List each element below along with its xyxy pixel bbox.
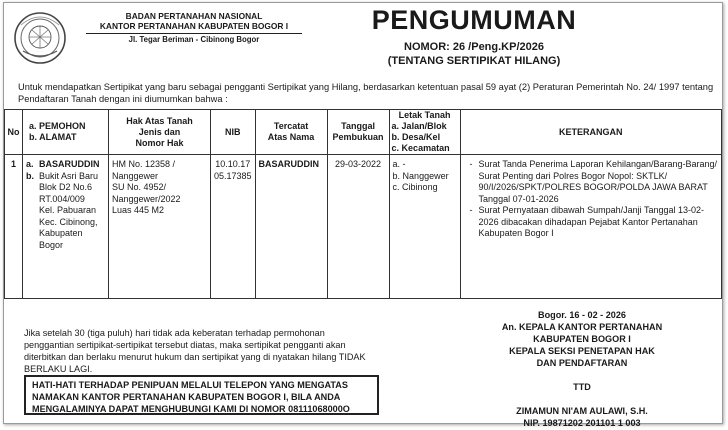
signature-ttd: TTD (573, 382, 591, 392)
letak-line: b. Nanggewer (392, 170, 449, 181)
office-address: Jl. Tegar Beriman - Cibinong Bogor (128, 35, 260, 44)
signature-title-line: DAN PENDAFTARAN (536, 358, 628, 368)
col-tanggal-2: Pembukuan (332, 132, 384, 142)
keterangan-item: - Surat Pernyataan dibawah Sumpah/Janji Tanggal 13-02-2026 dibacakan dihadapan Pejabat Kantor Pertanahan Kabupaten Bogor I (470, 205, 718, 240)
office-name: KANTOR PERTANAHAN KABUPATEN BOGOR I (86, 21, 302, 34)
letak-line: c. Cibinong (392, 182, 438, 192)
col-tercatat-1: Tercatat (273, 121, 309, 131)
keterangan-item: - Surat Tanda Penerima Laporan Kehilangan/Barang-Barang/ Surat Penting dari Polres Bogor Nopol: SKTLK/ 90/I/2026/SPKT/POLRES BOGOR/POLDA JAWA BARAT Tanggal 07-01-2026 (470, 159, 718, 205)
col-hak-1: Hak Atas Tanah (126, 115, 193, 126)
col-keterangan: KETERANGAN (460, 110, 721, 155)
col-nib: NIB (211, 110, 256, 155)
pemohon-name: BASARUDDIN (39, 159, 100, 169)
col-letak-3: b. Desa/Kel (391, 132, 441, 142)
col-pemohon-a: a. PEMOHON (29, 121, 86, 131)
col-no: No (5, 110, 23, 155)
cell-letak (389, 155, 460, 299)
pemohon-b-key: b. (26, 170, 34, 181)
announcement-page (3, 2, 723, 428)
col-letak-4: c. Kecamatan (391, 143, 450, 153)
closing-note: Jika setelah 30 (tiga puluh) hari tidak ada keberatan terhadap permohonan penggantian sertipikat-sertipikat tersebut diatas, maka sertipikat pengganti akan diterbitkan dan berlaku menurut hukum dan sertipikat yang di nyatakan hilang TIDAK BERLAKU LAGI. (24, 328, 366, 374)
hak-line: HM No. 12358 / (112, 159, 176, 169)
signature-spacer (482, 369, 682, 381)
fraud-warning-box: HATI-HATI TERHADAP PENIPUAN MELALUI TELEPON YANG MENGATAS NAMAKAN KANTOR PERTANAHAN KABUPATEN BOGOR I, BILA ANDA MENGALAMINYA DAPAT MENGHUBUNGI KAMI DI NOMOR 08111068000O (24, 375, 379, 415)
bpn-emblem-icon (13, 11, 67, 65)
address-line: Blok D2 No.6 (39, 182, 93, 192)
signature-place-date: Bogor. 16 - 02 - 2026 (538, 310, 626, 320)
intro-paragraph: Untuk mendapatkan Sertipikat yang baru sebagai pengganti Sertipikat yang Hilang, berdasarkan ketentuan pasal 59 ayat (2) Peraturan Pemerintah No. 24/ 1997 tentang Pendaftaran Tanah dengan ini diumumkan bahwa : (18, 82, 714, 104)
pemohon-name-row (26, 159, 105, 171)
signatory-name: ZIMAMUN NI'AM AULAWI, S.H. (516, 406, 648, 416)
pemohon-address (39, 171, 105, 252)
nib-line: 05.17385 (214, 170, 252, 181)
nib-line: 10.10.17 (215, 159, 251, 169)
address-line: RT.004/009 (39, 193, 85, 204)
document-subtitle: (TENTANG SERTIPIKAT HILANG) (387, 55, 561, 67)
cell-tercatat: BASARUDDIN (255, 155, 327, 299)
address-line: Kel. Pabuaran (39, 205, 97, 215)
address-line: Kabupaten Bogor (39, 228, 83, 250)
col-tanggal (327, 110, 389, 155)
hak-line: Luas 445 M2 (112, 205, 165, 215)
table-header-row (5, 110, 722, 155)
signature-title-line: An. KEPALA KANTOR PERTANAHAN (501, 322, 663, 332)
signature-title-line: KABUPATEN BOGOR I (533, 334, 631, 344)
certificate-table (4, 109, 722, 299)
cell-no: 1 (5, 155, 23, 299)
document-number: NOMOR: 26 /Peng.KP/2026 (404, 41, 544, 53)
cell-keterangan (460, 155, 721, 299)
cell-nib (211, 155, 256, 299)
col-hak-2: Jenis dan (138, 126, 181, 137)
hak-line: Nanggewer/2022 (112, 193, 181, 204)
hak-line: SU No. 4952/ (112, 182, 167, 192)
address-line: Bukit Asri Baru (39, 170, 99, 181)
agency-name: BADAN PERTANAHAN NASIONAL (125, 11, 263, 21)
col-pemohon (23, 110, 109, 155)
pemohon-address-row (26, 171, 105, 252)
cell-hak (109, 155, 211, 299)
signature-spacer (482, 393, 682, 405)
hak-line: Nanggewer (112, 170, 159, 181)
pemohon-a-key: a. (26, 159, 34, 169)
letak-line: a. - (392, 159, 406, 169)
col-hak (109, 110, 211, 155)
signatory-nip: NIP. 19871202 201101 1 003 (523, 418, 641, 428)
cell-tanggal: 29-03-2022 (327, 155, 389, 299)
col-tanggal-1: Tanggal (341, 121, 375, 131)
col-letak-2: a. Jalan/Blok (391, 121, 447, 131)
col-pemohon-b: b. ALAMAT (29, 132, 77, 142)
keterangan-list (464, 159, 718, 240)
col-tercatat-2: Atas Nama (267, 132, 315, 142)
col-hak-3: Nomor Hak (135, 137, 184, 148)
document-number-block (334, 40, 614, 68)
table-row (5, 155, 722, 299)
cell-pemohon (23, 155, 109, 299)
signature-title-line: KEPALA SEKSI PENETAPAN HAK (509, 346, 655, 356)
col-letak-1: Letak Tanah (398, 110, 451, 120)
col-letak (389, 110, 460, 155)
address-line: Kec. Cibinong, (39, 216, 98, 227)
signature-block (482, 309, 682, 429)
office-header (86, 11, 302, 45)
page-title: PENGUMUMAN (371, 5, 577, 35)
col-tercatat (255, 110, 327, 155)
